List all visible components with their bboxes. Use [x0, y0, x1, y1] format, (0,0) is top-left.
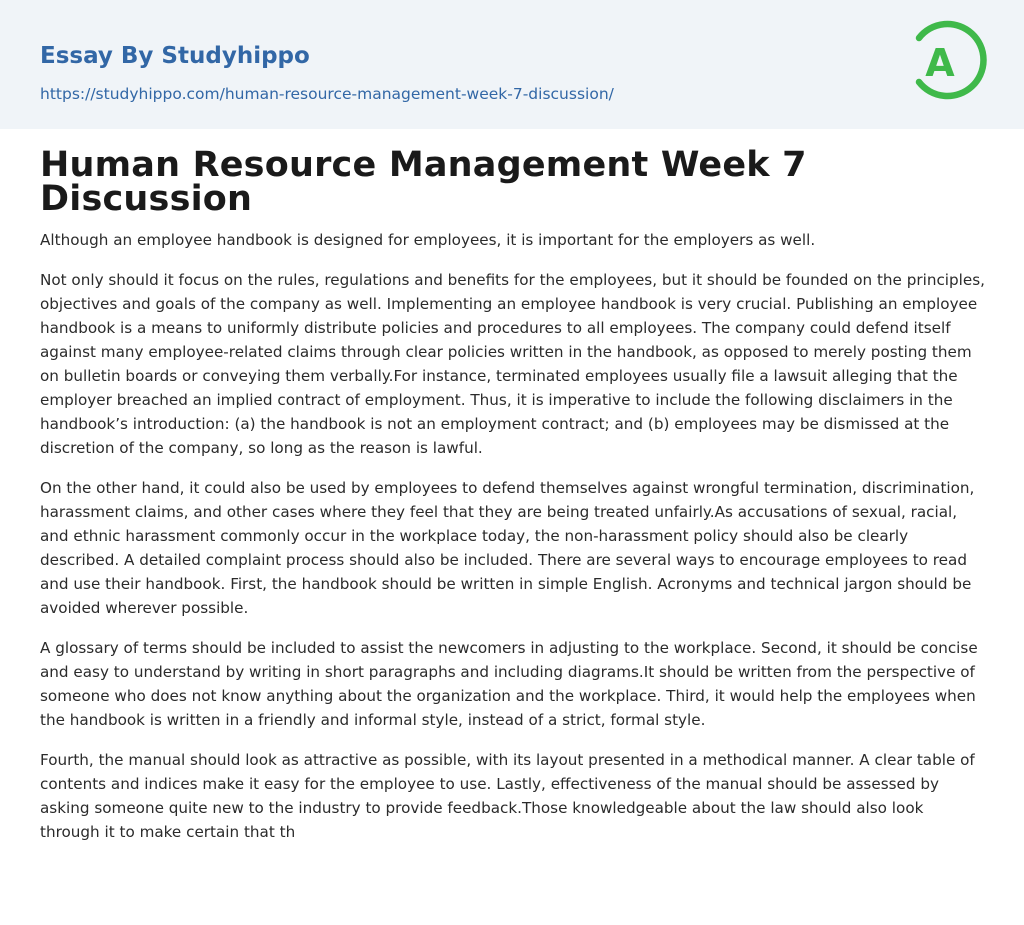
article-paragraph: On the other hand, it could also be used by employees to defend themselves against wrongful termination, discrimination, harassment claims, and other cases where they feel that they are being treated unfairly.As accusations of sexual, racial, and ethnic harassment commonly occur in the workplace today, the non-harassment policy should also be clearly described. A detailed complaint process should also be included. There are several ways to encourage employees to read and use their handbook. First, the handbook should be written in simple English. Acronyms and technical jargon should be avoided wherever possible. [40, 479, 975, 617]
article-paragraph: Although an employee handbook is designed for employees, it is important for the employers as well. [40, 231, 816, 249]
article-paragraph: A glossary of terms should be included to assist the newcomers in adjusting to the workplace. Second, it should be concise and easy to understand by writing in short paragraphs and including diagrams.It should be written from the perspective of someone who does not know anything about the organization and the workplace. Third, it would help the employees when the handbook is written in a friendly and informal style, instead of a strict, formal style. [40, 639, 978, 729]
article [40, 145, 985, 860]
page-url-link[interactable]: https://studyhippo.com/human-resource-management-week-7-discussion/ [40, 85, 614, 103]
logo-letter: A [925, 41, 955, 85]
article-body [40, 228, 985, 844]
article-title: Human Resource Management Week 7 Discussion [40, 145, 807, 219]
site-header [0, 0, 1024, 129]
article-paragraph: Not only should it focus on the rules, regulations and benefits for the employees, but it should be founded on the principles, objectives and goals of the company as well. Implementing an employee handbook is very crucial. Publishing an employee handbook is a means to uniformly distribute policies and procedures to all employees. The company could defend itself against many employee-related claims through clear policies written in the handbook, as opposed to merely posting them on bulletin boards or conveying them verbally.For instance, terminated employees usually file a lawsuit alleging that the employer breached an implied contract of employment. Thus, it is imperative to include the following disclaimers in the handbook’s introduction: (a) the handbook is not an employment contract; and (b) employees may be dismissed at the discretion of the company, so long as the reason is lawful. [40, 271, 985, 457]
site-brand[interactable]: Essay By Studyhippo [40, 43, 310, 69]
article-paragraph: Fourth, the manual should look as attractive as possible, with its layout presented in a methodical manner. A clear table of contents and indices make it easy for the employee to use. Lastly, effectiveness of the manual should be assessed by asking someone quite new to the industry to provide feedback.Those knowledgeable about the law should also look through it to make certain that th [40, 751, 975, 841]
studyhippo-logo-icon[interactable] [912, 18, 988, 106]
